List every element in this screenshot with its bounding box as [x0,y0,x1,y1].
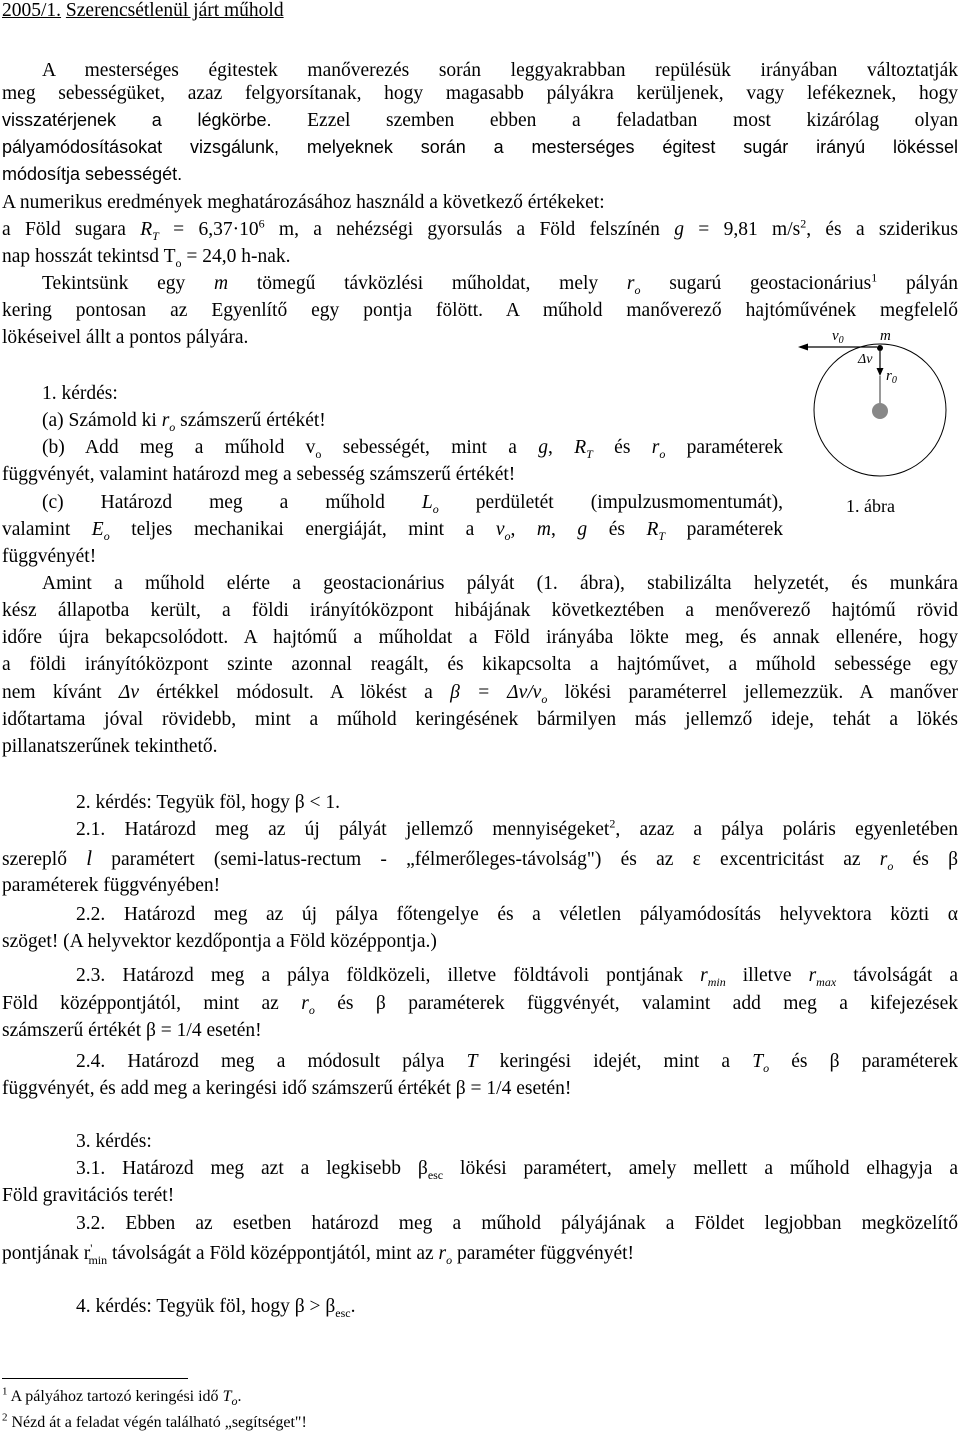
footnote-2: $^2$ Nézd át a feladat végén található „segítséget"! [2,1411,307,1431]
q2-3: Föld középpontjától, mint az $r_o$ és β paraméterek függvényét, valamint add meg a kifejezések [2,993,958,1017]
problem-number: 2005/1. [2,0,62,21]
dv-label: Δv [858,352,873,367]
setup-line: kering pontosan az Egyenlítő egy pontja fölött. A műhold manőverező hajtóművének megfelelő [2,300,958,321]
q2-1: paraméterek függvényében! [2,875,221,896]
q2-2: 2.2. Határozd meg az új pálya főtengelye és a véletlen pályamódosítás helyvektora közti α [76,904,958,925]
body-line: időre újra bekapcsolódott. A hajtómű a műholdat a Föld irányába lökte meg, és annak ellenére, hogy [2,627,958,648]
v0-label: $v_0$ [832,328,844,346]
r0-label: $r_0$ [886,368,897,386]
q1-c: függvényét! [2,546,97,567]
values-line: a Föld sugara $R_T = 6,37\cdot 10^6$ m, a nehézségi gyorsulás a Föld felszínén g = 9,81 $m/s^2$, és a sziderikus [2,216,958,243]
q3-label: 3. kérdés: [76,1131,152,1152]
footnote-1: $^1$ A pályához tartozó keringési idő $T_o$. [2,1385,242,1409]
body-line: Amint a műhold elérte a geostacionárius pályát (1. ábra), stabilizálta helyzetét, és munkára [42,573,958,594]
q1-label: 1. kérdés: [42,383,118,404]
values-intro: A numerikus eredmények meghatározásához használd a következő értékeket: [2,192,605,213]
body-line: nem kívánt Δv értékkel módosult. A lökést a $\beta = \Delta v/v_o$ lökési paraméterrel jellemezzük. A manőver [2,682,958,706]
q2-2: szöget! (A helyvektor kezdőpontja a Föld középpontja.) [2,931,437,952]
setup-line: Tekintsünk egy m tömegű távközlési műholdat, mely $r_o$ sugarú geostacionárius$^1$ pályán [42,270,958,297]
values-line: nap hosszát tekintsd $T_o = 24,0$ h-nak. [2,246,291,270]
q2-3: 2.3. Határozd meg a pálya földközeli, illetve földtávoli pontjának $r_{min}$ illetve $r_{max}$ távolságát a [76,965,958,989]
intro-line: módosítja sebességét. [2,164,183,184]
intro-line: meg sebességüket, azaz felgyorsítanak, hogy magasabb pályákra kerüljenek, vagy lefékeznek, hogy [2,83,958,104]
body-line: kész állapotba került, a földi irányítóközpont hibájának következtében a menőverező hajtómű rövid [2,600,958,621]
intro-line: A mesterséges égitestek manőverezés során leggyakrabban repülésük irányában változtatják [42,60,958,81]
setup-line: lökéseivel állt a pontos pályára. [2,327,249,348]
body-line: a földi irányítóközpont szinte azonnal reagált, és kikapcsolta a hajtóművet, a műhold sebessége egy [2,654,958,675]
arrow-head [798,344,808,351]
q4-label: 4. kérdés: Tegyük föl, hogy $\beta > \beta_{esc}$. [76,1296,356,1320]
problem-title-text: Szerencsétlenül járt műhold [65,0,284,21]
q2-3: számszerű értékét β = 1/4 esetén! [2,1020,262,1041]
q3-2: 3.2. Ebben az esetben határozd meg a műhold pályájának a Földet legjobban megközelítő [76,1213,958,1234]
m-label: m [880,328,891,344]
q1-b: (b) Add meg a műhold $v_o$ sebességét, mint a g, $R_T$ és $r_o$ paraméterek [42,437,783,461]
problem-title [2,0,958,24]
q3-2: pontjának $r'_{min}$ távolságát a Föld középpontjától, mint az $r_o$ paraméter függvényét! [2,1240,635,1267]
body-line: pillanatszerűnek tekinthető. [2,736,218,757]
body-line: időtartama jóval rövidebb, mint a műhold keringésének bármilyen más jellemző ideje, tehát a lökés [2,709,958,730]
dv-arrow-head [877,368,884,376]
footnote-separator [2,1378,188,1379]
q2-4: 2.4. Határozd meg a módosult pálya T keringési idejét, mint a $T_o$ és β paraméterek [76,1051,959,1075]
figure-caption: 1. ábra [846,496,895,516]
q2-1: 2.1. Határozd meg az új pályát jellemző mennyiségeket$^2$, azaz a pálya poláris egyenletében [76,816,958,840]
q2-1: szereplő l paramétert (semi-latus-rectum - „félmerőleges-távolság") és az ε excentricitást az $r_o$ és β [2,846,959,873]
intro-line: pályamódosításokat vizsgálunk, melyeknek során a mesterséges égitest sugár irányú lökéssel [2,137,958,157]
q1-c: valamint $E_o$ teljes mechanikai energiáját, mint a $v_o$, m, g és $R_T$ paraméterek [2,519,784,543]
satellite-dot [877,345,883,351]
q2-label: 2. kérdés: Tegyük föl, hogy β < 1. [76,792,340,813]
q1-b: függvényét, valamint határozd meg a sebesség számszerű értékét! [2,464,516,485]
q2-4: függvényét, és add meg a keringési idő számszerű értékét β = 1/4 esetén! [2,1078,572,1099]
q3-1: Föld gravitációs terét! [2,1185,175,1206]
q1-a: (a) Számold ki $r_o$ számszerű értékét! [42,410,326,434]
intro-line: visszatérjenek a légkörbe. Ezzel szemben ebben a feladatban most kizárólag olyan [2,110,958,131]
q1-c: (c) Határozd meg a műhold $L_o$ perdületét (impulzusmomentumát), [42,492,783,516]
q3-1: 3.1. Határozd meg azt a legkisebb $\beta_{esc}$ lökési paramétert, amely mellett a műhold elhagyja a [76,1158,958,1182]
